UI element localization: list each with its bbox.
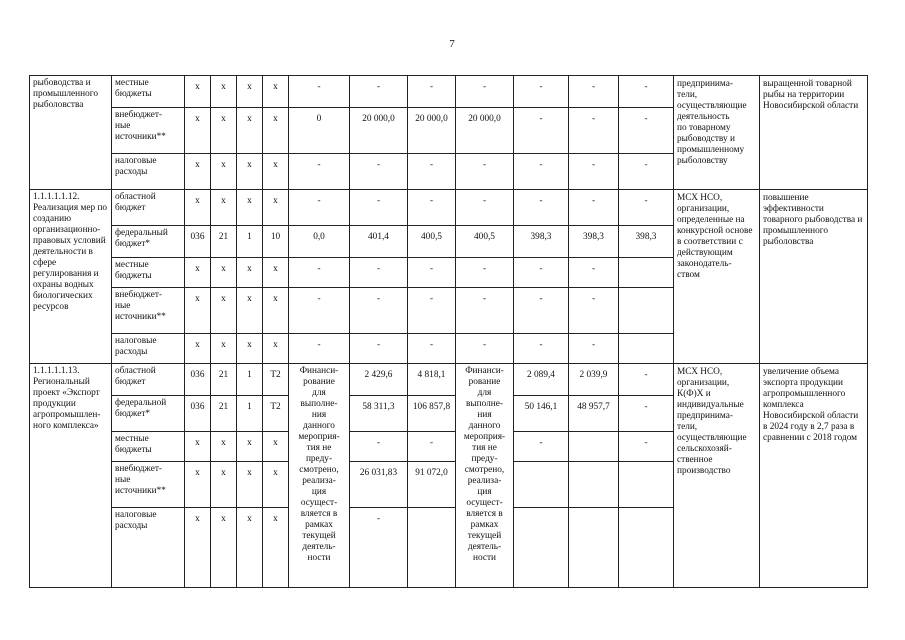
budget-code: x [211,432,237,462]
empty-cell [619,334,674,364]
budget-code: 1 [237,364,263,396]
value-cell: - [408,154,456,190]
budget-code: 1 [237,226,263,258]
budget-code: x [211,462,237,508]
budget-code: x [185,76,211,108]
budget-code: x [211,508,237,588]
funding-source: внебюджет- ные источники** [112,288,185,334]
value-cell: - [619,432,674,462]
value-cell: - [289,334,350,364]
empty-cell [619,288,674,334]
executor: МСХ НСО, организации, К(Ф)Х и индивидуальные предпринима- тели, осуществляющие сельскохозяй- ственное производство [674,364,760,588]
budget-code: x [237,258,263,288]
budget-code: x [211,258,237,288]
value-cell: - [514,288,569,334]
budget-code: x [237,190,263,226]
value-cell: 106 857,8 [408,396,456,432]
value-cell: - [289,258,350,288]
budget-code: x [237,334,263,364]
value-cell: - [619,190,674,226]
value-cell: 4 818,1 [408,364,456,396]
budget-code: x [237,432,263,462]
page-number: 7 [449,38,455,50]
funding-source: налоговые расходы [112,508,185,588]
budget-code: x [211,76,237,108]
budget-code: x [185,258,211,288]
budget-code: x [237,108,263,154]
budget-code: x [185,288,211,334]
value-cell: 50 146,1 [514,396,569,432]
funding-source: внебюджет- ные источники** [112,462,185,508]
program-table [29,75,868,588]
funding-source: областной бюджет [112,190,185,226]
value-cell: - [350,334,408,364]
budget-code: x [263,288,289,334]
budget-code: x [263,334,289,364]
value-cell: - [619,154,674,190]
value-cell: - [619,364,674,396]
value-cell: - [350,154,408,190]
budget-code: x [211,288,237,334]
value-cell: 91 072,0 [408,462,456,508]
budget-code: 10 [263,226,289,258]
expected-result: повышение эффективности товарного рыбоводства и промышленного рыболовства [760,190,868,364]
measure-name: 1.1.1.1.1.12. Реализация мер по созданию организационно-правовых условий деятельности в сфере регулирования и охраны водных биологических ресурсов [30,190,112,364]
value-cell: - [456,288,514,334]
value-cell: - [408,432,456,462]
budget-code: x [237,462,263,508]
expected-result: выращенной товарной рыбы на территории Новосибирской области [760,76,868,190]
budget-code: T2 [263,396,289,432]
budget-code: 036 [185,226,211,258]
funding-source: федеральной бюджет* [112,396,185,432]
value-cell: 401,4 [350,226,408,258]
expected-result: увеличение объема экспорта продукции агропромышленного комплекса Новосибирской области в 2024 году в 2,7 раза в сравнении с 2018 годом [760,364,868,588]
funding-source: местные бюджеты [112,432,185,462]
table-row [30,364,868,396]
empty-cell [619,258,674,288]
value-cell: 398,3 [514,226,569,258]
table-row [30,76,868,108]
budget-code: x [211,154,237,190]
budget-code: x [185,462,211,508]
funding-source: местные бюджеты [112,76,185,108]
value-cell: - [569,258,619,288]
budget-code: x [211,108,237,154]
value-cell: - [350,432,408,462]
executor: предпринима- тели, осуществляющие деятельность по товарному рыбоводству и промышленному рыболовству [674,76,760,190]
value-cell: - [456,154,514,190]
value-cell: 398,3 [619,226,674,258]
value-cell [408,508,456,588]
budget-code: 21 [211,226,237,258]
funding-source: внебюджет- ные источники** [112,108,185,154]
value-cell: 0 [289,108,350,154]
value-cell: - [514,190,569,226]
value-cell: - [619,76,674,108]
budget-code: 036 [185,364,211,396]
financing-note: Финанси- рование для выполне- ния данного мероприя- тия не преду- смотрено, реализа- ция осущест- вляется в рамках текущей деятель- ности [289,364,350,588]
table-body [30,76,868,588]
budget-code: 036 [185,396,211,432]
value-cell: - [514,76,569,108]
value-cell: 20 000,0 [408,108,456,154]
budget-code: x [237,508,263,588]
value-cell: - [514,154,569,190]
value-cell: 400,5 [408,226,456,258]
value-cell [619,462,674,508]
budget-code: x [237,288,263,334]
budget-code: x [263,108,289,154]
value-cell: 58 311,3 [350,396,408,432]
budget-code: x [263,258,289,288]
value-cell: - [514,258,569,288]
value-cell: - [619,108,674,154]
value-cell: 20 000,0 [350,108,408,154]
value-cell: - [289,190,350,226]
value-cell [619,508,674,588]
value-cell [569,508,619,588]
value-cell [514,462,569,508]
funding-source: областной бюджет [112,364,185,396]
value-cell [514,508,569,588]
value-cell: - [456,258,514,288]
value-cell: - [456,76,514,108]
value-cell: - [289,76,350,108]
budget-code: 21 [211,396,237,432]
budget-code: 1 [237,396,263,432]
value-cell: - [619,396,674,432]
measure-name: 1.1.1.1.1.13. Региональный проект «Экспорт продукции агропромышлен- ного комплекса» [30,364,112,588]
value-cell: 2 039,9 [569,364,619,396]
financing-note: Финанси- рование для выполне- ния данного мероприя- тия не преду- смотрено, реализа- ция осущест- вляется в рамках текущей деятель- ности [456,364,514,588]
budget-code: x [263,154,289,190]
executor: МСХ НСО, организации, определенные на конкурсной основе в соответствии с действующим законодатель- ством [674,190,760,364]
budget-code: x [211,334,237,364]
value-cell: - [408,258,456,288]
budget-code: x [263,76,289,108]
value-cell [569,462,619,508]
budget-code: x [263,462,289,508]
value-cell: - [514,108,569,154]
value-cell: - [408,76,456,108]
value-cell: - [456,190,514,226]
value-cell: 48 957,7 [569,396,619,432]
budget-code: T2 [263,364,289,396]
value-cell: - [569,76,619,108]
budget-code: x [263,432,289,462]
funding-source: местные бюджеты [112,258,185,288]
budget-code: x [263,508,289,588]
value-cell: - [569,154,619,190]
budget-code: x [185,190,211,226]
funding-source: налоговые расходы [112,154,185,190]
budget-code: x [185,508,211,588]
value-cell: - [569,334,619,364]
value-cell: - [514,432,569,462]
value-cell: 2 089,4 [514,364,569,396]
value-cell: - [456,334,514,364]
value-cell: - [350,190,408,226]
funding-source: федеральный бюджет* [112,226,185,258]
value-cell: 0,0 [289,226,350,258]
budget-code: x [185,432,211,462]
table-row [30,190,868,226]
value-cell [569,432,619,462]
budget-code: x [237,76,263,108]
budget-code: 21 [211,364,237,396]
value-cell: 400,5 [456,226,514,258]
budget-code: x [185,154,211,190]
value-cell: 2 429,6 [350,364,408,396]
measure-name: рыбоводства и промышленного рыболовства [30,76,112,190]
budget-code: x [185,334,211,364]
value-cell: 20 000,0 [456,108,514,154]
budget-code: x [185,108,211,154]
value-cell: - [569,288,619,334]
value-cell: - [350,508,408,588]
value-cell: - [289,288,350,334]
value-cell: - [569,190,619,226]
value-cell: - [350,258,408,288]
funding-source: налоговые расходы [112,334,185,364]
value-cell: - [408,190,456,226]
value-cell: - [289,154,350,190]
value-cell: - [569,108,619,154]
value-cell: - [408,334,456,364]
value-cell: - [350,288,408,334]
value-cell: - [408,288,456,334]
budget-code: x [211,190,237,226]
budget-code: x [263,190,289,226]
value-cell: 26 031,83 [350,462,408,508]
value-cell: 398,3 [569,226,619,258]
budget-code: x [237,154,263,190]
value-cell: - [350,76,408,108]
value-cell: - [514,334,569,364]
